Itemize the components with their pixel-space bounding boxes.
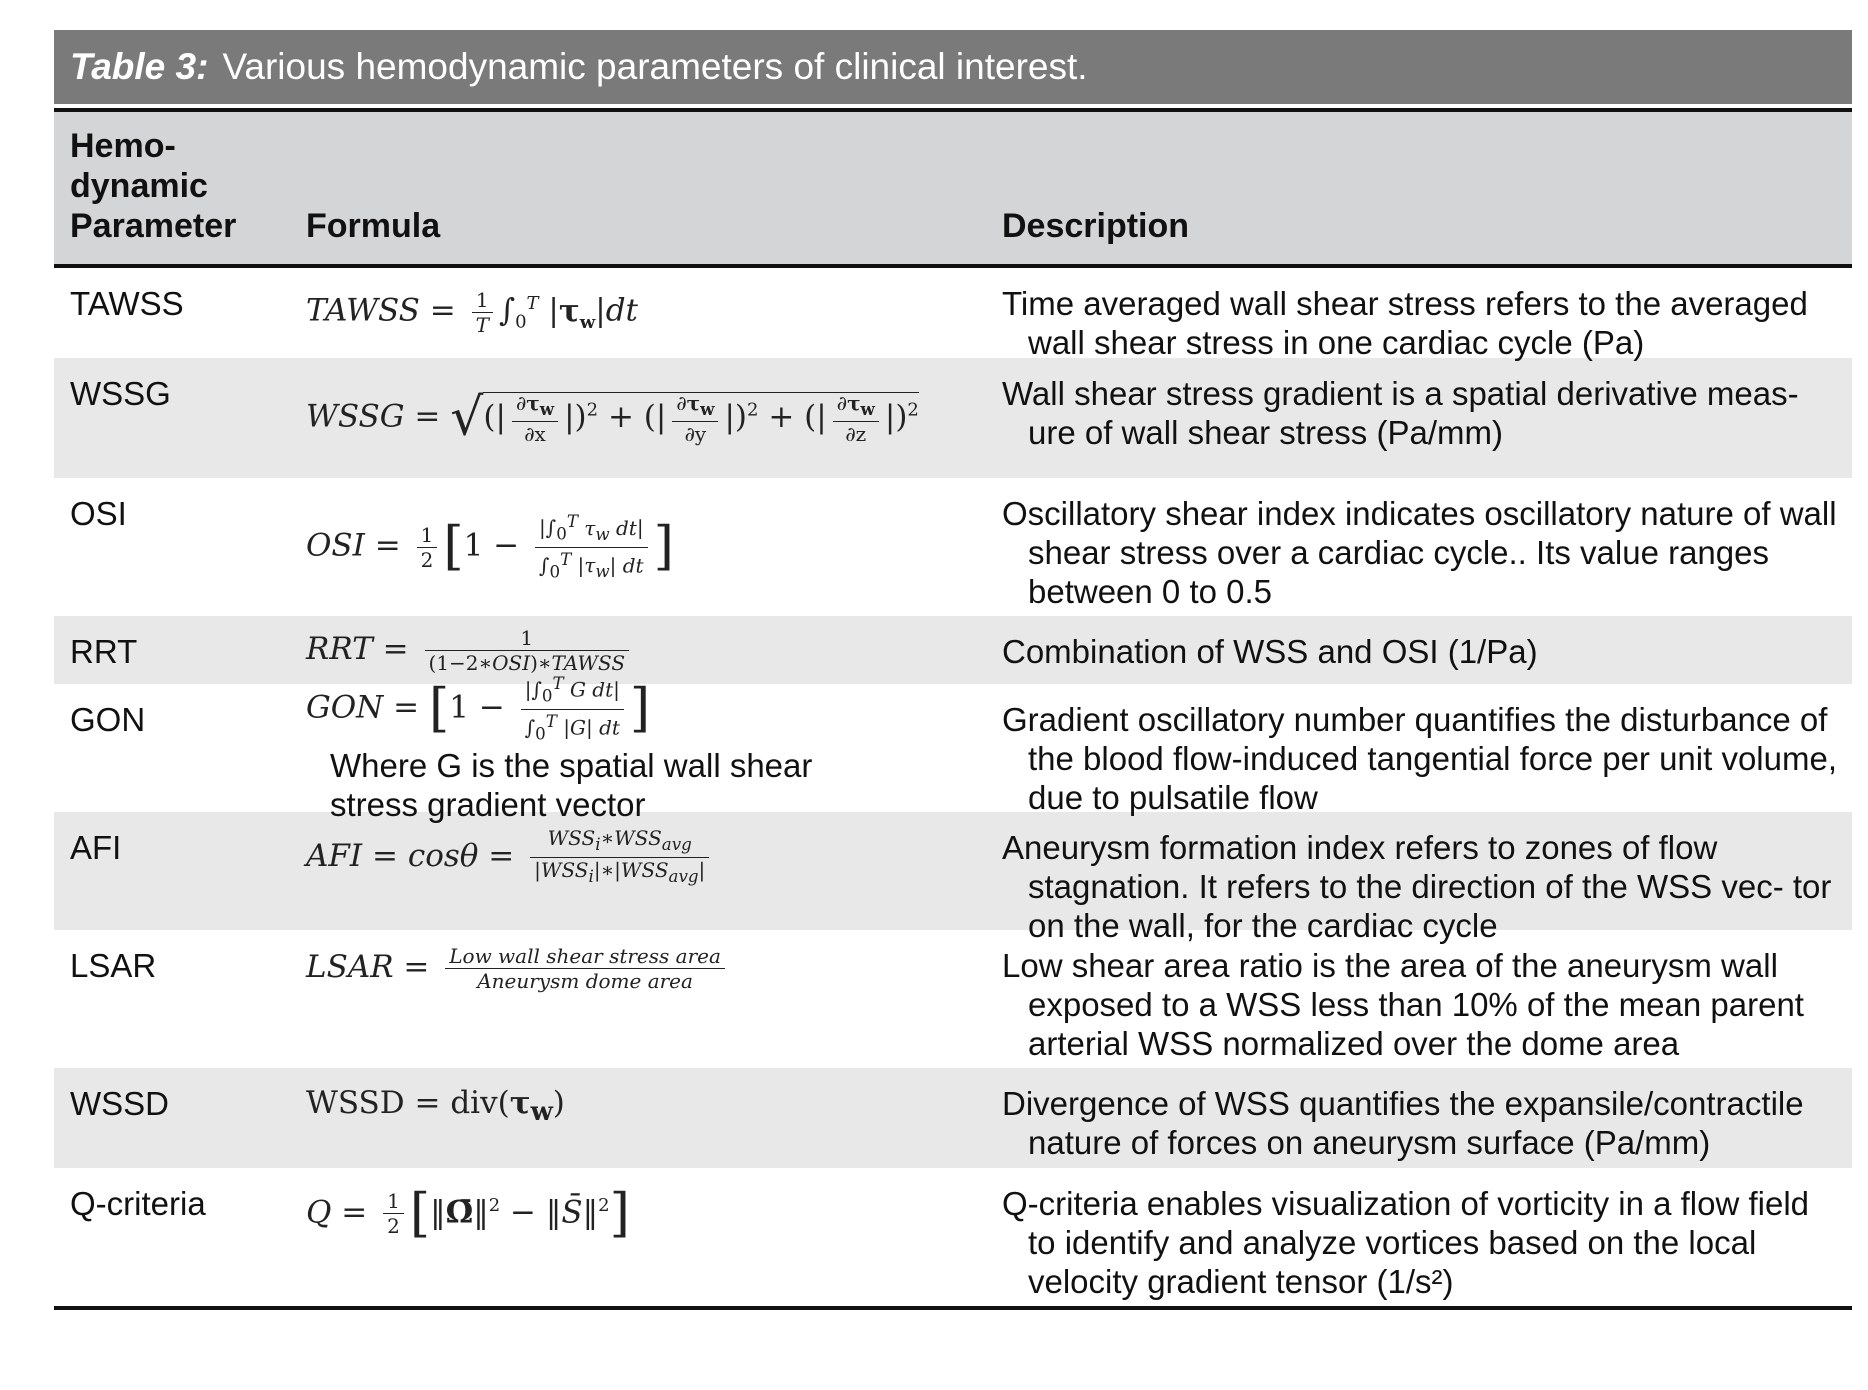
- formula-afi: AFI = cosθ = $\frac{WSS_i∗WSS_{avg}}{|WSS_i|∗|WSS_{avg}|}$: [306, 826, 715, 889]
- description-text: Combination of WSS and OSI (1/Pa): [1002, 633, 1538, 670]
- table-row: [54, 673, 1852, 824]
- formula-rrt: RRT = $\frac{1}{\text{(1−2∗OSI)∗TAWSS}}$: [306, 626, 635, 675]
- header-formula: Formula: [306, 207, 441, 245]
- description-text: Divergence of WSS quantifies the expansile/contractile nature of forces on aneurysm surface (Pa/mm): [1002, 1085, 1804, 1161]
- description-text: Q-criteria enables visualization of vorticity in a flow field to identify and analyze vortices based on the local velocity gradient tensor (1/s²): [1002, 1185, 1810, 1300]
- description-cell: [990, 812, 1852, 944]
- description-text: Gradient oscillatory number quantifies the disturbance of the blood flow-induced tangential force per unit volume, due to pulsatile flow: [1002, 701, 1837, 816]
- description-cell: [990, 478, 1852, 616]
- table-container: [54, 30, 1852, 1310]
- description-cell: [990, 684, 1852, 816]
- param-cell: Q-criteria: [70, 1185, 206, 1222]
- description-cell: [990, 1168, 1852, 1306]
- description-cell: [990, 268, 1852, 361]
- header-param: [54, 126, 290, 246]
- header-param-line: dynamic: [70, 167, 208, 205]
- formula-lsar: LSAR = $\frac{\text{Low wall shear stress area}}{\text{Aneurysm dome area}}$: [306, 944, 731, 993]
- formula-cell: [290, 673, 990, 824]
- description-text: Low shear area ratio is the area of the aneurysm wall exposed to a WSS less than 10% of the mean parent arterial WSS normalized over the dome area: [1002, 947, 1804, 1062]
- formula-cell: [290, 478, 990, 616]
- param-cell: WSSD: [70, 1085, 169, 1122]
- caption-label: Table 3:: [70, 46, 209, 87]
- param-cell: WSSG: [70, 375, 171, 412]
- table-row: [54, 358, 1852, 478]
- param-cell: TAWSS: [70, 285, 184, 322]
- formula-cell: [290, 812, 990, 930]
- table-row: [54, 1168, 1852, 1306]
- table-header: [54, 112, 1852, 264]
- table-row: [54, 812, 1852, 944]
- formula-cell: [290, 1168, 990, 1306]
- formula-note: Where G is the spatial wall shear stress gradient vector: [330, 747, 813, 824]
- param-cell: RRT: [70, 633, 138, 670]
- formula-osi: OSI = $\frac{1}{2}$ [1 − $\frac{|\int_0^T \tau_w dt|}{\int_0^T |\tau_w| dt}$ ]: [306, 511, 674, 582]
- description-cell: [990, 358, 1852, 478]
- param-cell: LSAR: [70, 947, 157, 984]
- formula-q: Q = $\frac{1}{2}$ [‖Ω̄‖$^2$ − ‖S̄‖$^2$]: [306, 1183, 630, 1244]
- formula-cell: [290, 358, 990, 478]
- formula-wssg: WSSG = √(| $\frac{\partial\tau_w}{\partial x}$ |)$^2$ + (| $\frac{\partial\tau_w}{\partial y}$ |)$^2$ + (| $\frac{\partial\tau_w}{\partial z}$ |)$^2$: [306, 387, 919, 448]
- description-text: Time averaged wall shear stress refers to the averaged wall shear stress in one cardiac cycle (Pa): [1002, 285, 1808, 361]
- description-cell: [990, 1068, 1852, 1168]
- formula-wssd: WSSD = $div(\tau_w)$: [306, 1085, 565, 1128]
- header-description: Description: [1002, 207, 1190, 245]
- formula-gon: GON = [1 − $\frac{|\int_0^T G dt|}{\int_0^T |G| dt}$ ]: [306, 673, 651, 744]
- description-text: Wall shear stress gradient is a spatial derivative meas- ure of wall shear stress (Pa/mm): [1002, 375, 1799, 451]
- formula-tawss: TAWSS = $\frac{1}{T}$ $\int_0^T$ $|\tau_w|dt$: [306, 287, 638, 337]
- header-param-line: Hemo-: [70, 127, 176, 165]
- formula-cell: [290, 268, 990, 358]
- description-cell: [990, 930, 1852, 1068]
- table-row: [54, 268, 1852, 361]
- description-cell: [990, 616, 1852, 684]
- formula-cell: [290, 930, 990, 1068]
- param-cell: AFI: [70, 829, 122, 866]
- bottom-rule: [54, 1306, 1852, 1310]
- description-text: Aneurysm formation index refers to zones of flow stagnation. It refers to the direction of the WSS vec- tor on the wall, for the cardiac cycle: [1002, 829, 1832, 944]
- table-row: [54, 930, 1852, 1068]
- header-param-line: Parameter: [70, 207, 237, 245]
- param-cell: GON: [70, 701, 146, 738]
- table-caption: [54, 30, 1852, 104]
- description-text: Oscillatory shear index indicates oscillatory nature of wall shear stress over a cardiac cycle.. Its value ranges between 0 to 0.5: [1002, 495, 1837, 610]
- caption-text: Various hemodynamic parameters of clinical interest.: [222, 46, 1088, 87]
- table-row: [54, 478, 1852, 616]
- formula-cell: [290, 1068, 990, 1168]
- param-cell: OSI: [70, 495, 127, 532]
- table-row: [54, 1068, 1852, 1168]
